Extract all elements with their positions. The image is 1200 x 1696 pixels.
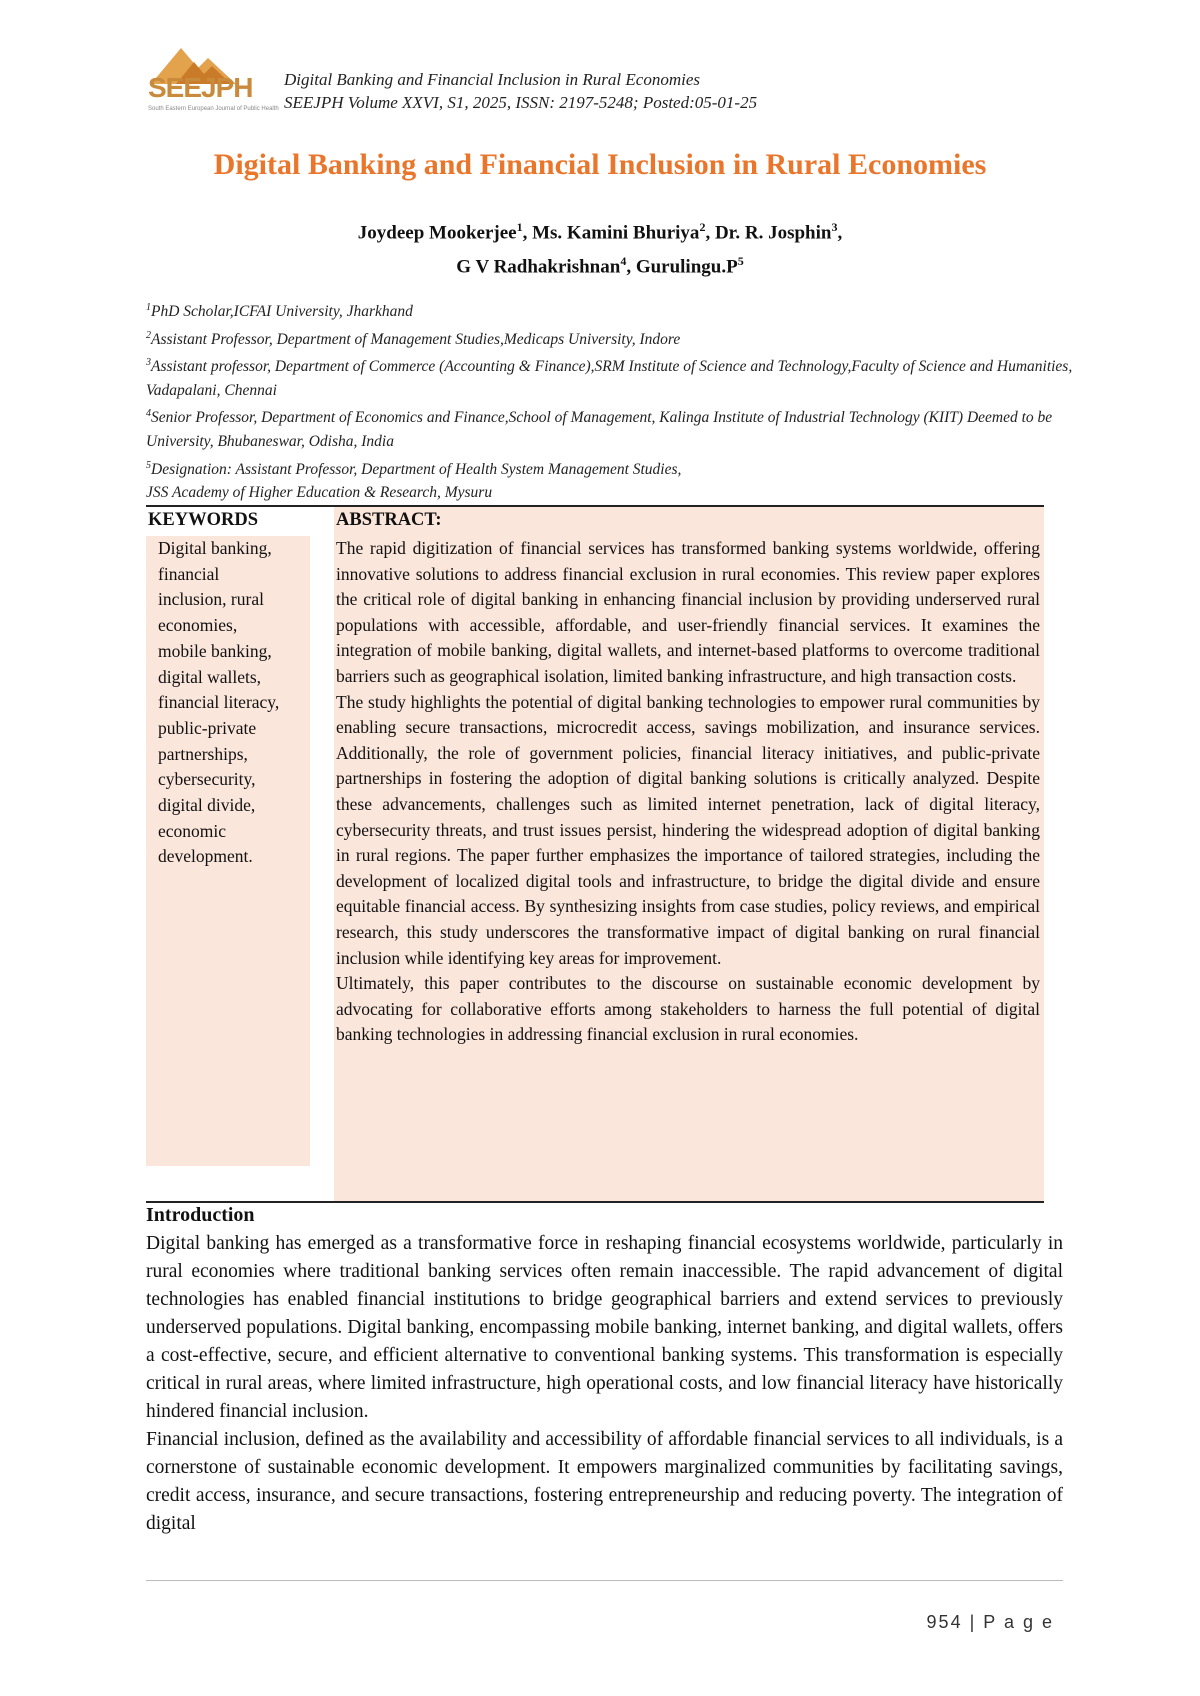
keyword-line: digital divide, <box>158 795 256 816</box>
affiliation-text: Senior Professor, Department of Economics and Finance,School of Management, Kalinga Institute of Industrial Technology (KIIT) Deemed to be University, Bhubaneswar, Odisha, India <box>146 409 1053 451</box>
journal-info: SEEJPH Volume XXVI, S1, 2025, ISSN: 2197-5248; Posted:05-01-25 <box>284 93 758 112</box>
author-sep: , <box>837 222 843 244</box>
author-name: Gurulingu.P <box>635 256 738 278</box>
abstract-column <box>334 507 1044 1201</box>
abstract-heading: ABSTRACT: <box>336 510 442 530</box>
author-name: Dr. R. Josphin <box>714 222 832 244</box>
affiliation <box>146 454 1076 482</box>
author-list <box>0 213 1200 282</box>
footer-divider <box>146 1580 1063 1581</box>
affiliation-text: Assistant professor, Department of Commerce (Accounting & Finance),SRM Institute of Science and Technology,Faculty of Science and Humanities, Vadapalani, Chennai <box>146 358 1073 399</box>
affiliation-list <box>146 296 1076 505</box>
affiliation <box>146 481 1076 505</box>
author-line-1 <box>0 213 1200 247</box>
affiliation <box>146 351 1076 402</box>
introduction-paragraph: Financial inclusion, defined as the availability and accessibility of affordable financial services to all individuals, is a cornerstone of sustainable economic development. It empowers marginalized communities by facilitating savings, credit access, insurance, and secure transactions, fostering entrepreneurship and reducing poverty. The integration of digital <box>146 1429 1063 1534</box>
abstract-paragraph: The rapid digitization of financial services has transformed banking systems worldwide, offering innovative solutions to address financial exclusion in rural economies. This review paper explores the critical role of digital banking in enhancing financial inclusion by providing underserved rural populations with accessible, affordable, and user-friendly financial services. It examines the integration of mobile banking, digital wallets, and internet-based platforms to overcome traditional barriers such as geographical isolation, limited banking infrastructure, and high transaction costs. <box>336 538 1040 686</box>
keyword-line: financial <box>158 563 220 584</box>
keywords-list <box>146 536 310 1166</box>
author-line-2 <box>0 247 1200 281</box>
page-footer <box>927 1612 1054 1633</box>
keyword-line: partnerships, <box>158 743 248 764</box>
affiliation-sup: 4 <box>146 408 151 420</box>
logo-subtext: South Eastern European Journal of Public Health <box>148 106 279 112</box>
author-sup: 4 <box>620 254 627 269</box>
paper-title: Digital Banking and Financial Inclusion in Rural Economies <box>213 148 987 181</box>
affiliation <box>146 296 1076 324</box>
affiliation-sup: 1 <box>146 302 151 313</box>
affiliation-text: PhD Scholar,ICFAI University, Jharkhand <box>151 303 413 321</box>
introduction-paragraph: Digital banking has emerged as a transformative force in reshaping financial ecosystems worldwide, particularly in rural economies where traditional banking services often remain inaccessible. The rapid advancement of digital technologies has enabled financial institutions to bridge geographical barriers and extend services to previously underserved populations. Digital banking, encompassing mobile banking, internet banking, and digital wallets, offers a cost-effective, secure, and efficient alternative to conventional banking systems. This transformation is especially critical in rural areas, where limited infrastructure, high operational costs, and low financial literacy have historically hindered financial inclusion. <box>146 1233 1063 1422</box>
page-label: | P a g e <box>962 1612 1054 1632</box>
affiliation-text: Assistant Professor, Department of Management Studies,Medicaps University, Indore <box>151 330 681 348</box>
affiliation-text: Designation: Assistant Professor, Department of Health System Management Studies, <box>151 460 682 478</box>
logo-text: SEEJPH <box>148 72 253 103</box>
introduction-section <box>146 1204 1063 1538</box>
keyword-line: economic <box>158 820 227 841</box>
affiliation-text: JSS Academy of Higher Education & Research, Mysuru <box>146 484 493 502</box>
keyword-line: inclusion, rural <box>158 589 264 610</box>
running-title: Digital Banking and Financial Inclusion in Rural Economies <box>284 70 700 89</box>
author-name: G V Radhakrishnan <box>456 256 621 278</box>
keyword-line: economies, <box>158 615 238 636</box>
abstract-body <box>336 536 1040 1048</box>
keyword-line: public-private <box>158 717 257 738</box>
affiliation <box>146 402 1076 453</box>
author-sep: , <box>626 256 636 278</box>
author-sup: 2 <box>699 220 706 234</box>
journal-logo <box>146 44 279 120</box>
author-sep: , <box>522 222 533 244</box>
affiliation-sup: 2 <box>146 329 151 341</box>
keywords-column <box>146 507 310 1201</box>
author-name: Ms. Kamini Bhuriya <box>532 222 700 244</box>
author-sep: , <box>705 222 715 244</box>
keyword-line: Digital banking, <box>158 538 272 558</box>
author-sup: 3 <box>831 220 838 234</box>
author-sup: 5 <box>737 254 744 269</box>
affiliation-sup: 3 <box>146 357 151 369</box>
author-sup: 1 <box>516 220 523 234</box>
introduction-heading: Introduction <box>146 1204 255 1226</box>
author-name: Joydeep Mookerjee <box>357 222 517 244</box>
keywords-abstract-box <box>146 505 1044 1203</box>
keyword-line: financial literacy, <box>158 692 280 713</box>
keyword-line: mobile banking, <box>158 640 272 661</box>
keyword-line: cybersecurity, <box>158 769 256 790</box>
abstract-paragraph: Ultimately, this paper contributes to the discourse on sustainable economic development by advocating for collaborative efforts among stakeholders to harness the full potential of digital banking technologies in addressing financial exclusion in rural economies. <box>336 973 1040 1045</box>
page-header <box>146 44 1046 120</box>
keyword-line: digital wallets, <box>158 666 262 687</box>
keywords-heading: KEYWORDS <box>148 510 258 530</box>
affiliation-sup: 5 <box>146 459 151 471</box>
keyword-line: development. <box>158 846 253 867</box>
page-number: 954 <box>926 1612 963 1632</box>
affiliation <box>146 324 1076 352</box>
abstract-paragraph: The study highlights the potential of digital banking technologies to empower rural communities by enabling secure transactions, microcredit access, savings mobilization, and insurance services. Additionally, the role of government policies, financial literacy initiatives, and public-private partnerships in fostering the adoption of digital banking solutions is critically analyzed. Despite these advancements, challenges such as limited internet penetration, lack of digital literacy, cybersecurity threats, and trust issues persist, hindering the widespread adoption of digital banking in rural regions. The paper further emphasizes the importance of tailored strategies, including the development of localized digital tools and infrastructure, to bridge the digital divide and ensure equitable financial access. By synthesizing insights from case studies, policy reviews, and empirical research, this study underscores the transformative impact of digital banking on rural financial inclusion while identifying key areas for improvement. <box>336 691 1040 968</box>
